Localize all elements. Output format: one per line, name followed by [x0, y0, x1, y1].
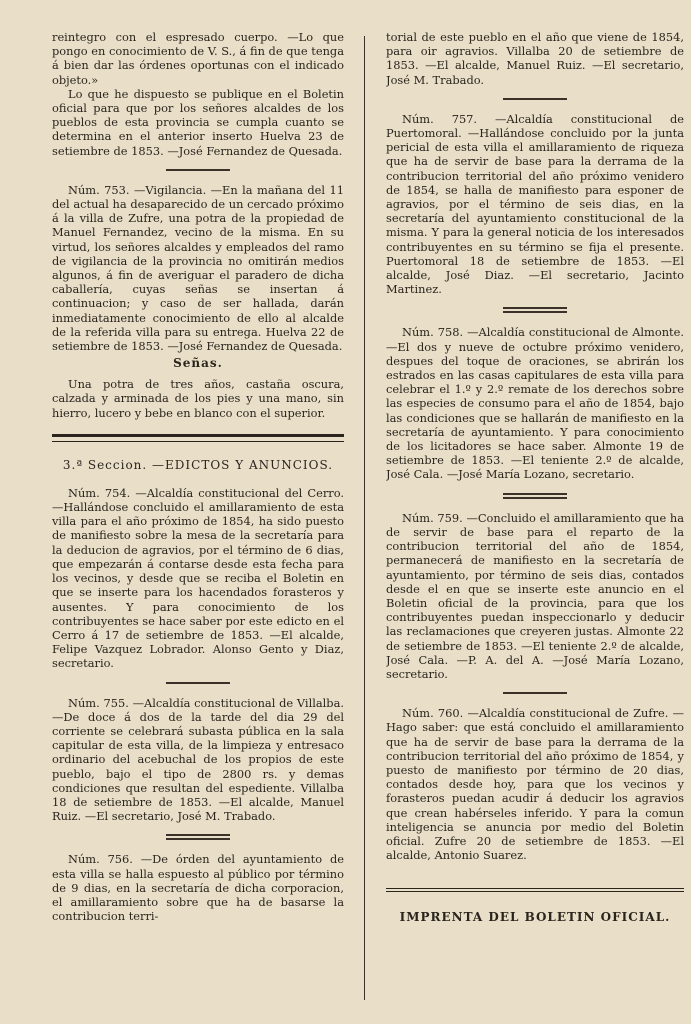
- separator: [503, 493, 567, 499]
- section-heading: 3.ª Seccion. —EDICTOS Y ANUNCIOS.: [62, 457, 334, 472]
- separator: [503, 98, 567, 100]
- section-rule-thin: [52, 441, 344, 442]
- column-divider: [364, 36, 365, 1000]
- notice-756: Núm. 756. —De órden del ayuntamiento de esta villa se halla espuesto al público por término de 9 dias, en la secretaría de dicha corporacion, el amillaramiento sobre que ha de basarse la contribucion terri-: [52, 852, 344, 924]
- left-column: [52, 30, 344, 1004]
- continuation-paragraph: reintegro con el espresado cuerpo. —Lo que pongo en conocimiento de V. S., á fin de que tenga á bien dar las órdenes oportunas con el indicado objeto.»: [52, 30, 344, 87]
- notice-756-continuation: torial de este pueblo en el año que viene de 1854, para oir agravios. Villalba 20 de setiembre de 1853. —El alcalde, Manuel Ruiz. —El secretario, José M. Trabado.: [386, 30, 684, 87]
- notice-755: Núm. 755. —Alcaldía constitucional de Villalba. —De doce á dos de la tarde del dia 29 del corriente se celebrará subasta pública en la sala capitular de esta villa, de la limpieza y entresaco ordinario del acebuchal de los propios de este pueblo, bajo el tipo de 2800 rs. y demas condiciones que resultan del espediente. Villalba 18 de setiembre de 1853. —El alcalde, Manuel Ruiz. —El secretario, José M. Trabado.: [52, 695, 344, 824]
- senas-heading: Señas.: [173, 356, 223, 371]
- separator: [503, 307, 567, 313]
- printer-imprint: IMPRENTA DEL BOLETIN OFICIAL.: [399, 910, 671, 925]
- senas-description: Una potra de tres años, castaña oscura, calzada y arminada de los pies y una mano, sin hierro, lucero y bebe en blanco con el superior.: [52, 377, 344, 420]
- notice-753: Núm. 753. —Vigilancia. —En la mañana del 11 del actual ha desaparecido de un cercado próximo á la villa de Zufre, una potra de la propiedad de Manuel Fernandez, vecino de la misma. En su virtud, los señores alcaldes y empleados del ramo de vigilancia de la provincia no omitirán medios algunos, á fin de averiguar el paradero de dicha caballería, cuyas señas se insertan á continuacion; y caso de ser hallada, darán inmediatamente conocimiento de ello al alcalde de la referida villa para su entrega. Huelva 22 de setiembre de 1853. —José Fernandez de Quesada.: [52, 182, 344, 354]
- separator: [166, 682, 230, 684]
- notice-757: Núm. 757. —Alcaldía constitucional de Puertomoral. —Hallándose concluido por la junta pericial de esta villa el amillaramiento de riqueza que ha de servir de base para la derrama de la contribucion territorial del año próximo venidero de 1854, se halla de manifiesto para esponer de agravios, por el término de seis dias, en la secretaría del ayuntamiento constitucional de la misma. Y para la general noticia de los interesados contribuyentes en su término se fija el presente. Puertomoral 18 de setiembre de 1853. —El alcalde, José Diaz. —El secretario, Jacinto Martinez.: [386, 111, 684, 297]
- notice-758: Núm. 758. —Alcaldía constitucional de Almonte. —El dos y nueve de octubre próximo venidero, despues del toque de oraciones, se abrirán los estrados en las casas capitulares de esta villa para celebrar el 1.º y 2.º remate de los derechos sobre las especies de consumo para el año de 1854, bajo las condiciones que se hallarán de manifiesto en la secretaría de ayuntamiento. Y para conocimiento de los licitadores se hace saber. Almonte 19 de setiembre de 1853. —El teniente 2.º de alcalde, José Cala. —José María Lozano, secretario.: [386, 325, 684, 482]
- publication-notice: Lo que he dispuesto se publique en el Boletin oficial para que por los señores alcaldes de los pueblos de esta provincia se cumpla cuanto se determina en el anterior inserto Huelva 23 de setiembre de 1853. —José Fernandez de Quesada.: [52, 86, 344, 158]
- section-rule: [52, 434, 344, 437]
- separator: [166, 834, 230, 840]
- separator: [503, 692, 567, 694]
- separator: [166, 169, 230, 171]
- notice-759: Núm. 759. —Concluido el amillaramiento que ha de servir de base para el reparto de la contribucion territorial del año de 1854, permanecerá de manifiesto en la secretaría de ayuntamiento, por término de seis dias, contados desde el en que se inserte este anuncio en el Boletin oficial de la provincia, para que los contribuyentes puedan inspeccionarlo y deducir las reclamaciones que creyeren justas. Almonte 22 de setiembre de 1853. —El teniente 2.º de alcalde, José Cala. —P. A. del A. —José María Lozano, secretario.: [386, 510, 684, 681]
- notice-760: Núm. 760. —Alcaldía constitucional de Zufre. —Hago saber: que está concluido el amillaramiento que ha de servir de base para la derrama de la contribucion territorial del año próximo de 1854, y puesto de manifiesto por término de 20 dias, contados desde hoy, para que los vecinos y forasteros puedan acudir á deducir los agravios que crean habérseles inferido. Y para la comun inteligencia se anuncia por medio del Boletin oficial. Zufre 20 de setiembre de 1853. —El alcalde, Antonio Suarez.: [386, 706, 684, 863]
- notice-754: Núm. 754. —Alcaldía constitucional del Cerro. —Hallándose concluido el amillaramiento de esta villa para el año próximo de 1854, ha sido puesto de manifiesto sobre la mesa de la secretaría para la deducion de agravios, por el término de 6 dias, que empezarán á contarse desde esta fecha para los vecinos, y desde que se reciba el Boletin en que se inserte para los hacendados forasteros y ausentes. Y para conocimiento de los contribuyentes se hace saber por este edicto en el Cerro á 17 de setiembre de 1853. —El alcalde, Felipe Vazquez Lobrador. Alonso Gento y Diaz, secretario.: [52, 485, 344, 671]
- right-column: [386, 30, 684, 1004]
- closing-rule: [386, 888, 684, 892]
